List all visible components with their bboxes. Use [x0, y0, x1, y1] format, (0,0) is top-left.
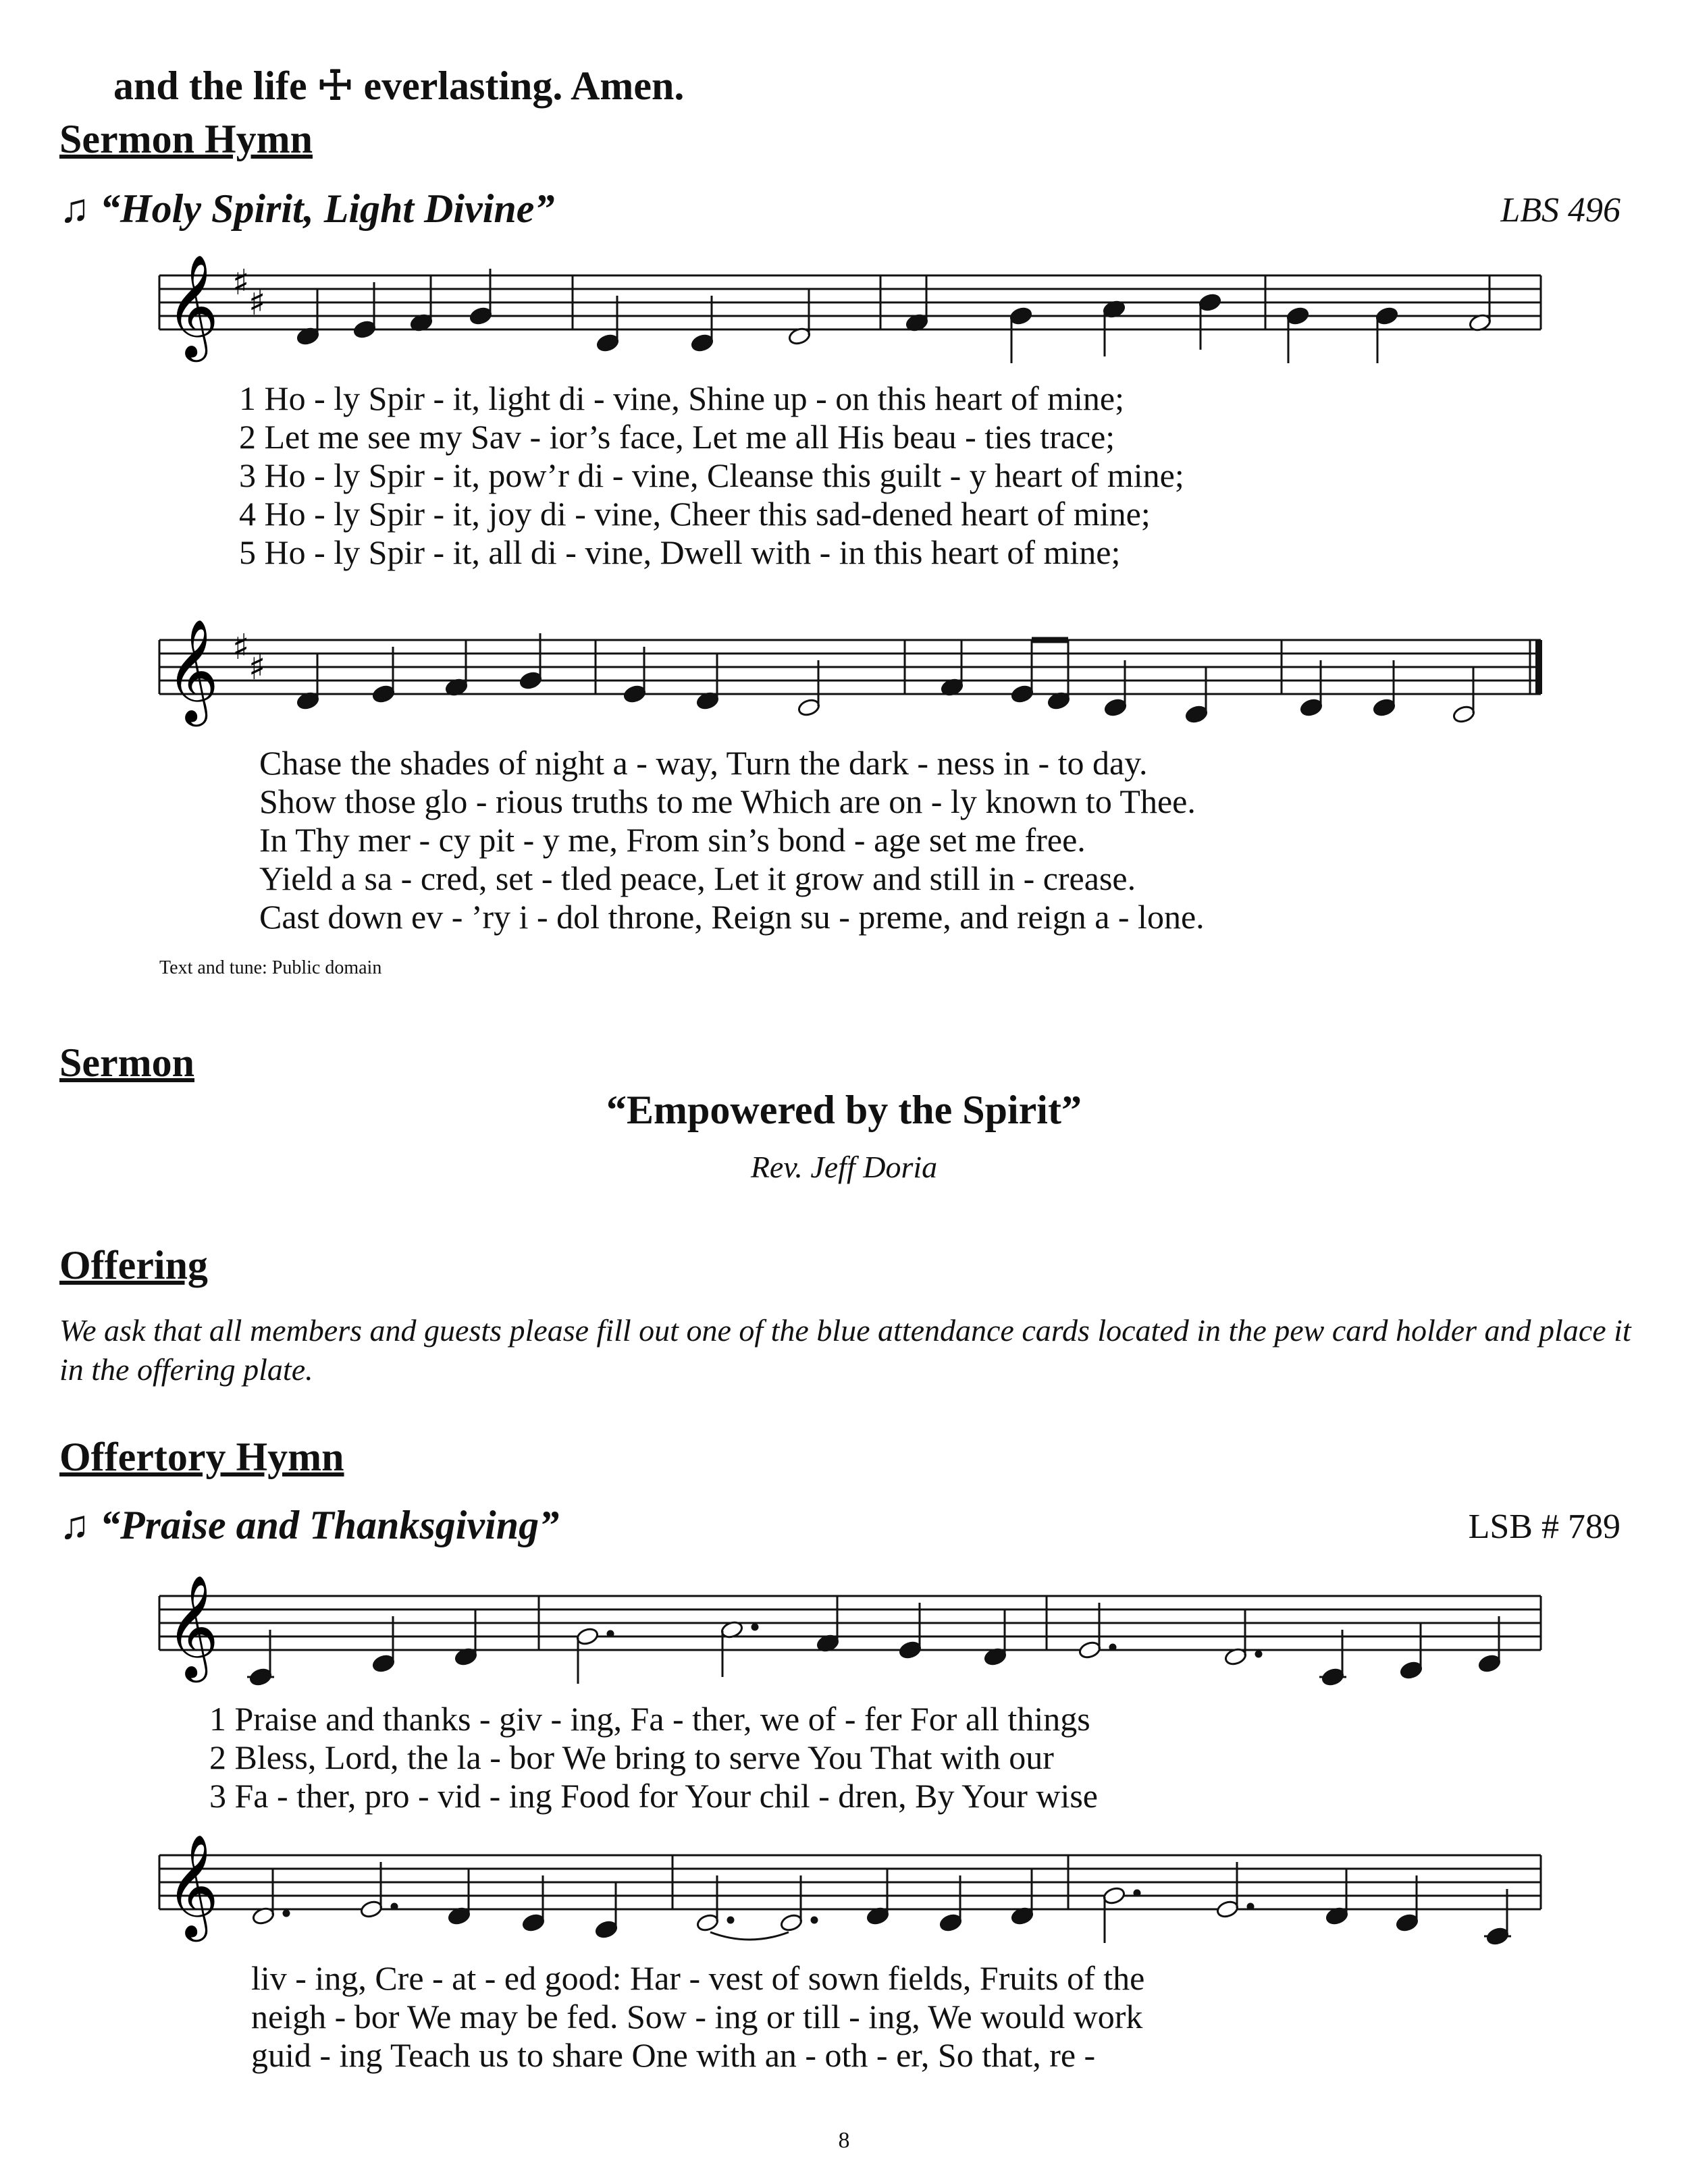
tie-mark [710, 1932, 789, 1940]
sharp-c-icon: ♯ [248, 283, 266, 323]
final-barline [1535, 640, 1542, 694]
lyric-line: neigh - bor We may be fed. Sow - ing or till - ing, We would work [251, 1998, 1143, 2035]
lyric-line: 3 Ho - ly Spir - it, pow’r di - vine, Cleanse this guilt - y heart of mine; [239, 456, 1184, 494]
lyric-line: 5 Ho - ly Spir - it, all di - vine, Dwell with - in this heart of mine; [239, 533, 1121, 571]
lyric-line: In Thy mer - cy pit - y me, From sin’s bond - age set me free. [259, 821, 1086, 859]
treble-clef-icon: 𝄞 [166, 1834, 219, 1938]
lyric-line: liv - ing, Cre - at - ed good: Har - vest of sown fields, Fruits of the [251, 1959, 1145, 1997]
lyric-line: 1 Praise and thanks - giv - ing, Fa - ther, we of - fer For all things [209, 1700, 1090, 1738]
sermon-hymn-staff-2 [0, 608, 1688, 743]
sharp-f-icon: ♯ [232, 263, 250, 303]
sermon-hymn-staff-1 [0, 243, 1688, 378]
sermon-heading: Sermon [59, 1040, 194, 1085]
offertory-hymn-staff-2 [0, 1823, 1688, 1958]
sermon-preacher: Rev. Jeff Doria [750, 1150, 938, 1184]
treble-clef-icon: 𝄞 [166, 1574, 219, 1678]
treble-clef-icon: 𝄞 [166, 254, 219, 358]
lyric-line: 3 Fa - ther, pro - vid - ing Food for Your chil - dren, By Your wise [209, 1777, 1098, 1815]
sermon-hymn-reference: LBS 496 [1500, 191, 1620, 230]
lyric-line: Chase the shades of night a - way, Turn the dark - ness in - to day. [259, 744, 1148, 782]
lyric-line: 2 Let me see my Sav - ior’s face, Let me all His beau - ties trace; [239, 418, 1115, 456]
sharp-c-icon: ♯ [248, 647, 266, 688]
lyric-line: Yield a sa - cred, set - tled peace, Let it grow and still in - crease. [259, 859, 1136, 897]
offertory-hymn-lyrics-a [209, 1700, 1098, 1815]
offering-heading: Offering [59, 1243, 208, 1287]
page-number: 8 [838, 2128, 850, 2153]
offertory-hymn-staff-1 [0, 1564, 1688, 1699]
sermon-hymn-title: ♫ “Holy Spirit, Light Divine” [59, 186, 555, 231]
offering-note: We ask that all members and guests please fill out one of the blue attendance cards located in the pew card holder and place it in the offering plate. [59, 1313, 1631, 1387]
lyric-line: Show those glo - rious truths to me Which are on - ly known to Thee. [259, 782, 1196, 820]
creed-closing-line: and the life ☩ everlasting. Amen. [113, 63, 685, 108]
sermon-title: “Empowered by the Spirit” [606, 1088, 1082, 1132]
treble-clef-icon: 𝄞 [166, 618, 219, 722]
offertory-hymn-heading: Offertory Hymn [59, 1435, 344, 1479]
sermon-hymn-heading: Sermon Hymn [59, 117, 313, 161]
lyric-line: 4 Ho - ly Spir - it, joy di - vine, Cheer this sad-dened heart of mine; [239, 495, 1151, 533]
offertory-hymn-title: ♫ “Praise and Thanksgiving” [59, 1503, 560, 1547]
hymn-credit: Text and tune: Public domain [159, 957, 382, 978]
lyric-line: guid - ing Teach us to share One with an - oth - er, So that, re - [251, 2036, 1096, 2074]
offertory-hymn-reference: LSB # 789 [1468, 1508, 1620, 1546]
lyric-line: 2 Bless, Lord, the la - bor We bring to serve You That with our [209, 1738, 1054, 1776]
sermon-hymn-lyrics-a [239, 379, 1184, 572]
sermon-hymn-lyrics-b [259, 744, 1205, 936]
lyric-line: 1 Ho - ly Spir - it, light di - vine, Shine up - on this heart of mine; [239, 379, 1124, 417]
sharp-f-icon: ♯ [232, 627, 250, 668]
offertory-hymn-lyrics-b [251, 1959, 1144, 2075]
lyric-line: Cast down ev - ’ry i - dol throne, Reign su - preme, and reign a - lone. [259, 898, 1205, 936]
